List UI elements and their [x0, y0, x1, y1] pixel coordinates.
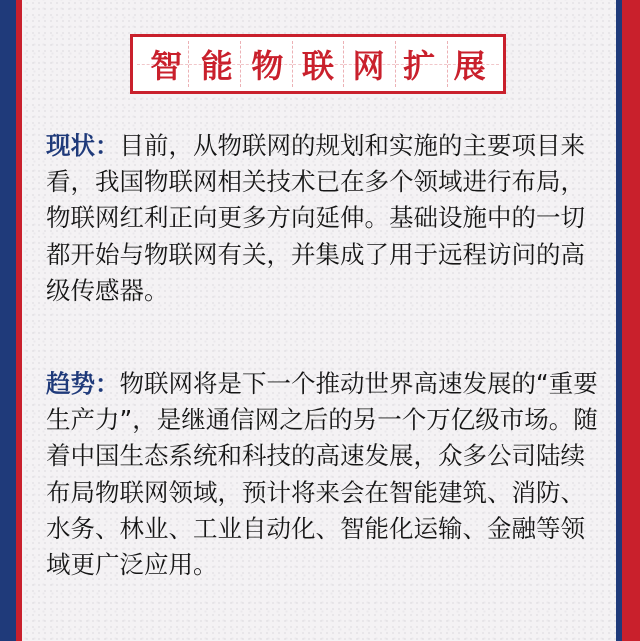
right-blue-stripe [616, 0, 622, 641]
left-red-stripe [16, 0, 22, 641]
right-red-stripe [622, 0, 640, 641]
section-label-trend: 趋势： [46, 369, 120, 398]
title-char: 展 [453, 47, 486, 85]
section-body-status: 目前，从物联网的规划和实施的主要项目来看，我国物联网相关技术已在多个领域进行布局，物联网红利正向更多方向延伸。基础设施中的一切都开始与物联网有关，并集成了用于远程访问的高级传感器。 [46, 131, 585, 305]
title-char: 扩 [403, 47, 436, 85]
title-char: 联 [301, 47, 334, 85]
left-blue-stripe [0, 0, 16, 641]
section-trend [46, 366, 598, 583]
section-label-status: 现状： [46, 131, 120, 160]
title-char: 网 [352, 47, 385, 85]
title-char: 物 [251, 47, 284, 85]
section-current-status [46, 128, 598, 309]
title-char: 能 [200, 47, 233, 85]
page-title [133, 37, 503, 91]
title-char: 智 [150, 47, 183, 85]
section-body-trend: 物联网将是下一个推动世界高速发展的“重要生产力”，是继通信网之后的另一个万亿级市场。随着中国生态系统和科技的高速发展，众多公司陆续布局物联网领域，预计将来会在智能建筑、消防、水务、林业、工业自动化、智能化运输、金融等领域更广泛应用。 [46, 369, 598, 580]
title-box [130, 34, 506, 94]
